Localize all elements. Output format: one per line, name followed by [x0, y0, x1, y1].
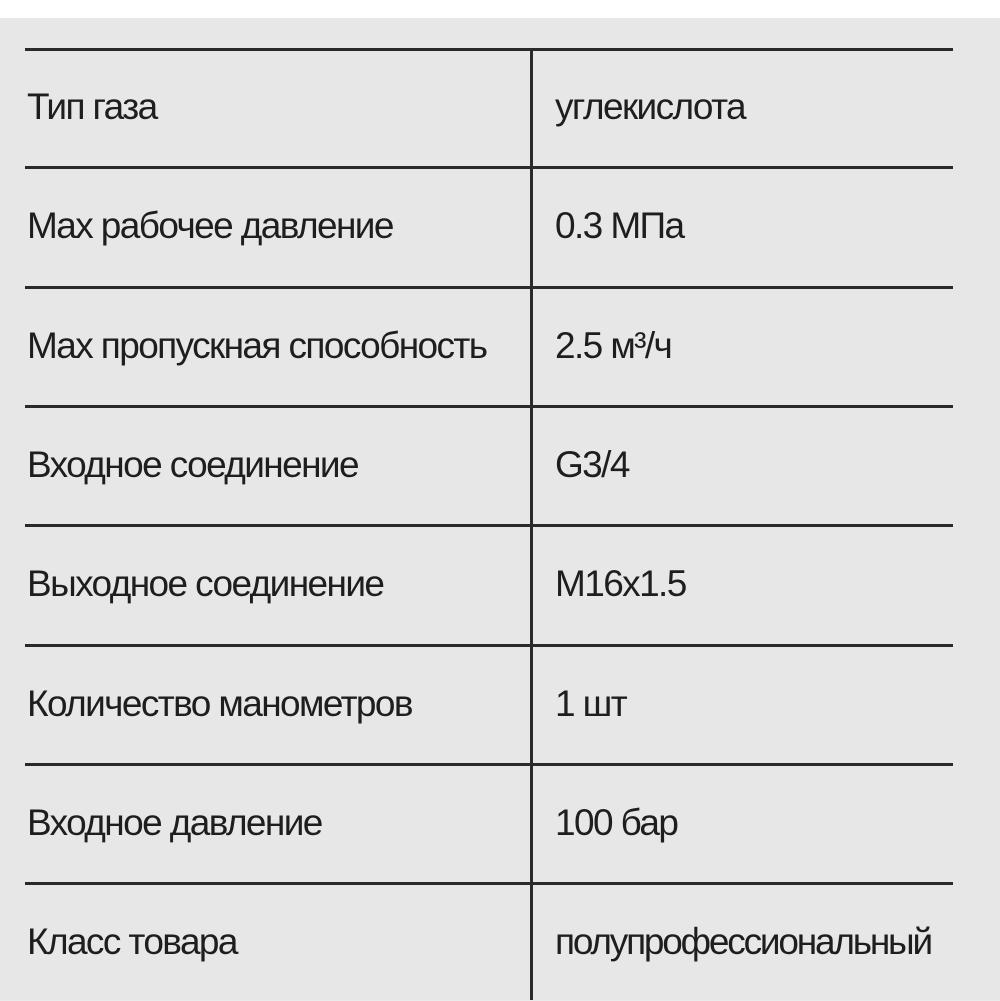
spec-label-gauge-count: Количество манометров [27, 683, 412, 724]
spec-value-inlet-connection: G3/4 [555, 444, 629, 485]
spec-value-gas-type: углекислота [555, 86, 745, 127]
spec-label-outlet-connection: Выходное соединение [27, 563, 384, 604]
spec-value-inlet-pressure: 100 бар [555, 802, 678, 843]
spec-label-max-flow-capacity: Max пропускная способность [27, 325, 487, 366]
spec-value-max-working-pressure: 0.3 МПа [555, 205, 684, 246]
spec-label-inlet-connection: Входное соединение [27, 444, 358, 485]
spec-value-outlet-connection: M16x1.5 [555, 563, 686, 604]
spec-value-max-flow-capacity: 2.5 м³/ч [555, 325, 672, 366]
spec-label-product-class: Класс товара [27, 921, 237, 962]
spec-label-gas-type: Тип газа [27, 86, 157, 127]
spec-value-product-class: полупрофессиональный [555, 921, 931, 962]
spec-label-inlet-pressure: Входное давление [27, 802, 322, 843]
top-background-band [0, 0, 1000, 18]
spec-value-gauge-count: 1 шт [555, 683, 627, 724]
specifications-table [25, 48, 953, 1000]
spec-label-max-working-pressure: Max рабочее давление [27, 205, 393, 246]
